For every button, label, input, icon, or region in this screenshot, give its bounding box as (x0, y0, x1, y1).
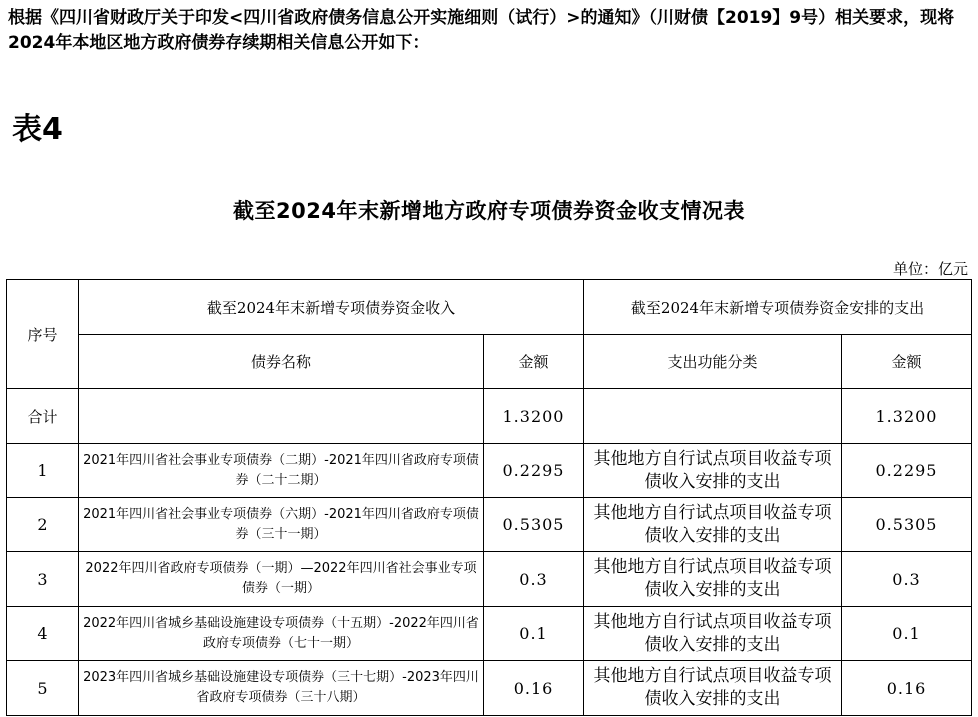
row-category: 其他地方自行试点项目收益专项债收入安排的支出 (584, 498, 842, 552)
row-amount: 0.16 (484, 661, 584, 716)
table-row (7, 552, 972, 607)
row-category: 其他地方自行试点项目收益专项债收入安排的支出 (584, 607, 842, 661)
table-number: 表4 (12, 112, 63, 147)
row-seq: 3 (7, 552, 79, 607)
row-category: 其他地方自行试点项目收益专项债收入安排的支出 (584, 444, 842, 498)
row-amount-2: 0.3 (842, 552, 972, 607)
intro-paragraph: 根据《四川省财政厅关于印发<四川省政府债务信息公开实施细则（试行）>的通知》（川财债【2019】9号）相关要求，现将2024年本地区地方政府债券存续期相关信息公开如下： (8, 8, 955, 53)
row-category: 其他地方自行试点项目收益专项债收入安排的支出 (584, 552, 842, 607)
row-seq: 5 (7, 661, 79, 716)
row-amount: 0.2295 (484, 444, 584, 498)
unit-label: 单位：亿元 (892, 260, 968, 278)
table-row (7, 607, 972, 661)
row-seq: 1 (7, 444, 79, 498)
table-row (7, 444, 972, 498)
header-amount-2: 金额 (842, 335, 972, 389)
total-amount-2: 1.3200 (842, 389, 972, 444)
header-category: 支出功能分类 (584, 335, 842, 389)
total-label: 合计 (7, 389, 79, 444)
header-bond-name: 债券名称 (79, 335, 484, 389)
header-income-group: 截至2024年末新增专项债券资金收入 (79, 280, 584, 335)
table-row (7, 661, 972, 716)
row-amount: 0.5305 (484, 498, 584, 552)
row-bond-name: 2021年四川省社会事业专项债券（六期）-2021年四川省政府专项债券（三十一期） (79, 498, 484, 552)
row-amount: 0.1 (484, 607, 584, 661)
header-seq: 序号 (7, 280, 79, 389)
total-amount: 1.3200 (484, 389, 584, 444)
total-row (7, 389, 972, 444)
table-row (7, 498, 972, 552)
row-amount-2: 0.16 (842, 661, 972, 716)
total-bond-name (79, 389, 484, 444)
table-title: 截至2024年末新增地方政府专项债券资金收支情况表 (233, 199, 745, 223)
row-amount-2: 0.1 (842, 607, 972, 661)
row-amount-2: 0.5305 (842, 498, 972, 552)
row-amount: 0.3 (484, 552, 584, 607)
row-bond-name: 2022年四川省政府专项债券（一期）—2022年四川省社会事业专项债券（一期） (79, 552, 484, 607)
row-category: 其他地方自行试点项目收益专项债收入安排的支出 (584, 661, 842, 716)
row-bond-name: 2021年四川省社会事业专项债券（二期）-2021年四川省政府专项债券（二十二期） (79, 444, 484, 498)
bond-fund-table (6, 279, 972, 716)
header-amount: 金额 (484, 335, 584, 389)
row-amount-2: 0.2295 (842, 444, 972, 498)
row-seq: 2 (7, 498, 79, 552)
header-expense-group: 截至2024年末新增专项债券资金安排的支出 (584, 280, 972, 335)
header-row-2 (7, 335, 972, 389)
row-bond-name: 2022年四川省城乡基础设施建设专项债券（十五期）-2022年四川省政府专项债券（七十一期） (79, 607, 484, 661)
row-seq: 4 (7, 607, 79, 661)
total-category (584, 389, 842, 444)
header-row-1 (7, 280, 972, 335)
row-bond-name: 2023年四川省城乡基础设施建设专项债券（三十七期）-2023年四川省政府专项债券（三十八期） (79, 661, 484, 716)
